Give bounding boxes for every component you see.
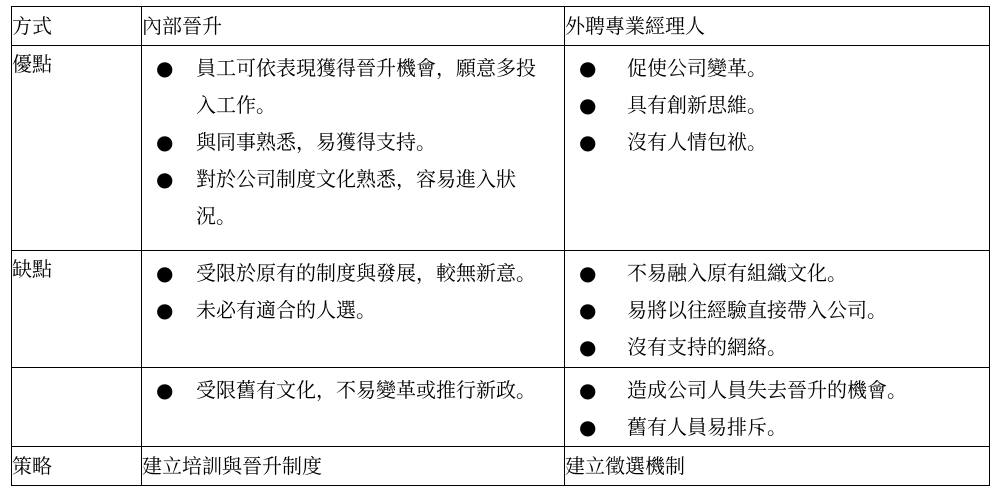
unlabeled-internal-cell — [142, 368, 565, 447]
list-item: ● 沒有支持的網絡。 — [565, 329, 989, 366]
header-external-manager: 外聘專業經理人 — [565, 7, 990, 46]
table-row-advantages — [12, 46, 990, 251]
advantages-external-cell — [565, 46, 990, 251]
list-item: ● 易將以往經驗直接帶入公司。 — [565, 292, 989, 329]
table-row-unlabeled — [12, 368, 990, 447]
list-item: ● 受限舊有文化，不易變革或推行新政。 — [142, 372, 564, 409]
list-item: ● 受限於原有的制度與發展，較無新意。 — [142, 255, 564, 292]
row-label-empty — [12, 368, 142, 447]
unlabeled-external-cell — [565, 368, 990, 447]
advantages-internal-cell — [142, 46, 565, 251]
list-item: ● 與同事熟悉，易獲得支持。 — [142, 124, 564, 161]
list-item: ● 未必有適合的人選。 — [142, 292, 564, 329]
list-item: ● 對於公司制度文化熟悉，容易進入狀況。 — [142, 161, 564, 235]
comparison-table — [11, 6, 990, 486]
list-item: ● 不易融入原有組織文化。 — [565, 255, 989, 292]
header-internal-promotion: 內部晉升 — [142, 7, 565, 46]
list-item: ● 沒有人情包袱。 — [565, 124, 989, 161]
disadvantages-internal-cell — [142, 251, 565, 368]
table-row-strategy — [12, 447, 990, 486]
list-item: ● 造成公司人員失去晉升的機會。 — [565, 372, 989, 409]
table-row-disadvantages — [12, 251, 990, 368]
list-item: ● 促使公司變革。 — [565, 50, 989, 87]
disadvantages-external-cell — [565, 251, 990, 368]
strategy-external-cell: 建立徵選機制 — [565, 447, 990, 486]
list-item: ● 員工可依表現獲得晉升機會，願意多投入工作。 — [142, 50, 564, 124]
list-item: ● 舊有人員易排斥。 — [565, 409, 989, 446]
row-label-advantages: 優點 — [12, 46, 142, 251]
row-label-disadvantages: 缺點 — [12, 251, 142, 368]
strategy-internal-cell: 建立培訓與晉升制度 — [142, 447, 565, 486]
list-item: ● 具有創新思維。 — [565, 87, 989, 124]
row-label-strategy: 策略 — [12, 447, 142, 486]
table-header-row — [12, 7, 990, 46]
header-method: 方式 — [12, 7, 142, 46]
